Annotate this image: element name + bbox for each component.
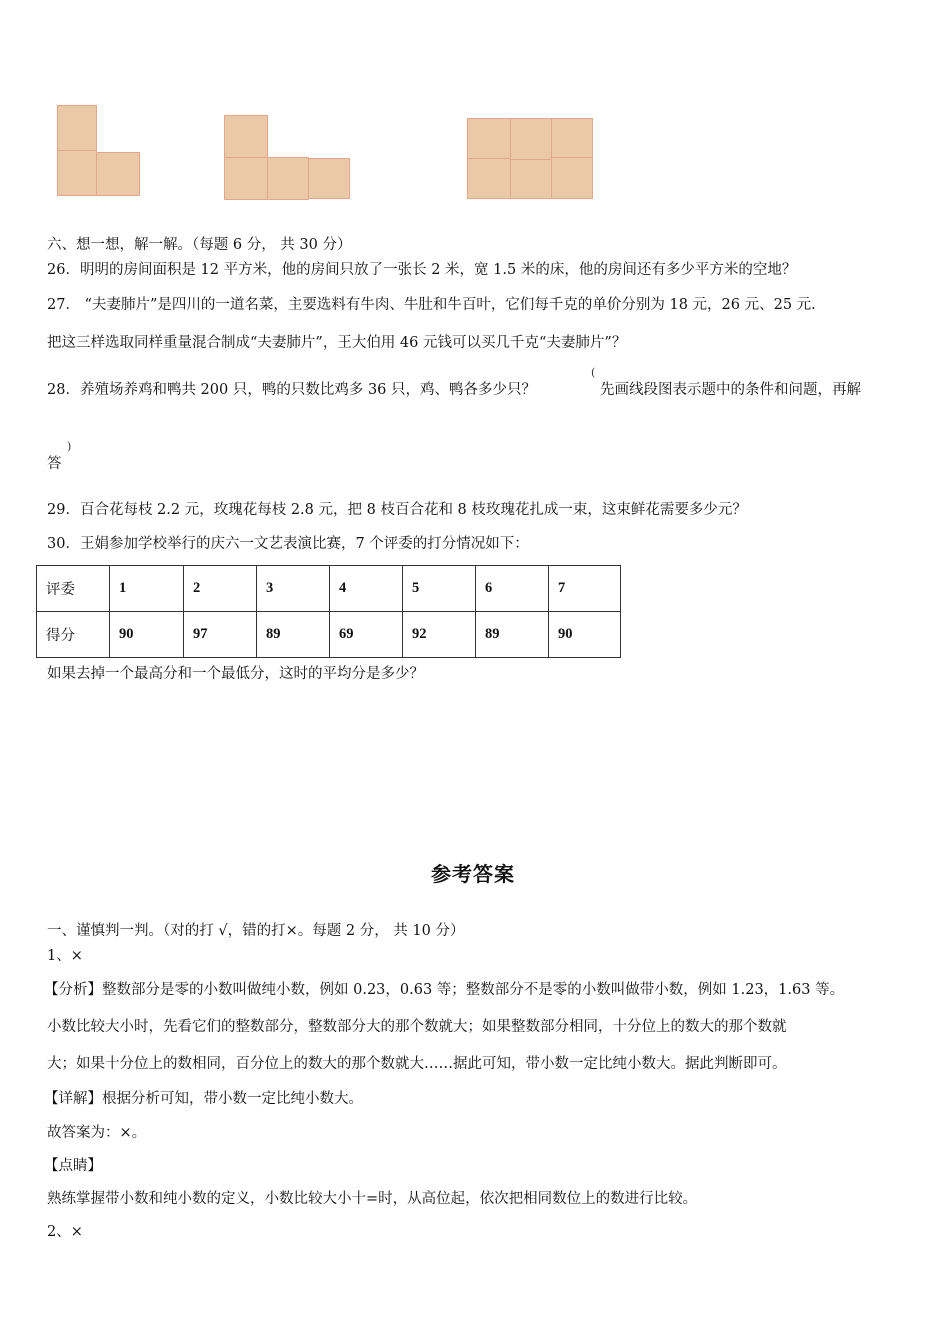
answer-line: 故答案为：×。 xyxy=(47,1125,147,1141)
square xyxy=(267,157,309,200)
square xyxy=(224,115,268,158)
paren-open: ( xyxy=(591,366,596,379)
answers-section1-heading: 一、谨慎判一判。（对的打 √，错的打×。每题 2 分， 共 10 分） xyxy=(47,923,465,939)
square xyxy=(551,118,593,158)
table-cell: 1 xyxy=(110,566,184,612)
square xyxy=(57,105,97,151)
question-28-hint: 先画线段图表示题中的条件和问题，再解 xyxy=(600,382,861,398)
table-cell: 5 xyxy=(403,566,476,612)
table-cell: 97 xyxy=(184,612,257,658)
square xyxy=(57,150,97,196)
table-cell: 7 xyxy=(549,566,621,612)
answer-1: 1、× xyxy=(47,948,83,964)
question-28-line2: 答 xyxy=(47,456,62,472)
table-row-judges xyxy=(37,566,621,612)
square xyxy=(467,118,511,159)
question-26: 26．明明的房间面积是 12 平方米，他的房间只放了一张长 2 米，宽 1.5 米的床，他的房间还有多少平方米的空地？ xyxy=(47,262,797,278)
section-heading: 六、想一想，解一解。（每题 6 分， 共 30 分） xyxy=(47,237,352,253)
analysis-line3: 大；如果十分位上的数相同，百分位上的数大的那个数就大……据此可知，带小数一定比纯小数大。据此判断即可。 xyxy=(47,1056,787,1072)
tip-heading: 【点睛】 xyxy=(44,1158,102,1174)
question-28-line1: 28．养殖场养鸡和鸭共 200 只，鸭的只数比鸡多 36 只，鸡、鸭各多少只？ xyxy=(47,382,537,398)
table-cell: 2 xyxy=(184,566,257,612)
question-30-ask: 如果去掉一个最高分和一个最低分，这时的平均分是多少？ xyxy=(47,666,424,682)
scores-table xyxy=(36,565,621,658)
square xyxy=(96,152,140,196)
table-cell: 90 xyxy=(549,612,621,658)
table-cell: 89 xyxy=(476,612,549,658)
table-cell: 92 xyxy=(403,612,476,658)
table-cell: 69 xyxy=(330,612,403,658)
table-cell: 3 xyxy=(257,566,330,612)
question-27-line2: 把这三样选取同样重量混合制成“夫妻肺片”，王大伯用 46 元钱可以买几千克“夫妻肺片”？ xyxy=(47,335,627,351)
square xyxy=(308,158,350,199)
square xyxy=(467,158,511,199)
question-30: 30．王娟参加学校举行的庆六一文艺表演比赛，7 个评委的打分情况如下： xyxy=(47,536,529,552)
table-cell: 89 xyxy=(257,612,330,658)
table-cell: 4 xyxy=(330,566,403,612)
row-label: 得分 xyxy=(37,612,110,658)
answer-2: 2、× xyxy=(47,1224,83,1240)
question-29: 29．百合花每枝 2.2 元，玫瑰花每枝 2.8 元，把 8 枝百合花和 8 枝玫瑰花扎成一束，这束鲜花需要多少元？ xyxy=(47,502,747,518)
table-row-scores xyxy=(37,612,621,658)
table-cell: 6 xyxy=(476,566,549,612)
tip: 熟练掌握带小数和纯小数的定义，小数比较大小十=时，从高位起，依次把相同数位上的数进行比较。 xyxy=(47,1191,698,1207)
square xyxy=(224,157,268,200)
square xyxy=(510,159,552,199)
answers-title: 参考答案 xyxy=(431,862,515,886)
analysis-line1: 【分析】整数部分是零的小数叫做纯小数，例如 0.23，0.63 等；整数部分不是零的小数叫做带小数，例如 1.23，1.63 等。 xyxy=(44,982,845,998)
row-label: 评委 xyxy=(37,566,110,612)
table-cell: 90 xyxy=(110,612,184,658)
question-27-line1: 27． “夫妻肺片”是四川的一道名菜，主要选料有牛肉、牛肚和牛百叶，它们每千克的单价分别为 18 元，26 元、25 元. xyxy=(47,297,816,313)
paren-close: ) xyxy=(67,440,72,453)
detail: 【详解】根据分析可知，带小数一定比纯小数大。 xyxy=(44,1091,363,1107)
analysis-line2: 小数比较大小时，先看它们的整数部分，整数部分大的那个数就大；如果整数部分相同，十分位上的数大的那个数就 xyxy=(47,1019,787,1035)
square xyxy=(510,118,552,160)
square xyxy=(551,157,593,199)
